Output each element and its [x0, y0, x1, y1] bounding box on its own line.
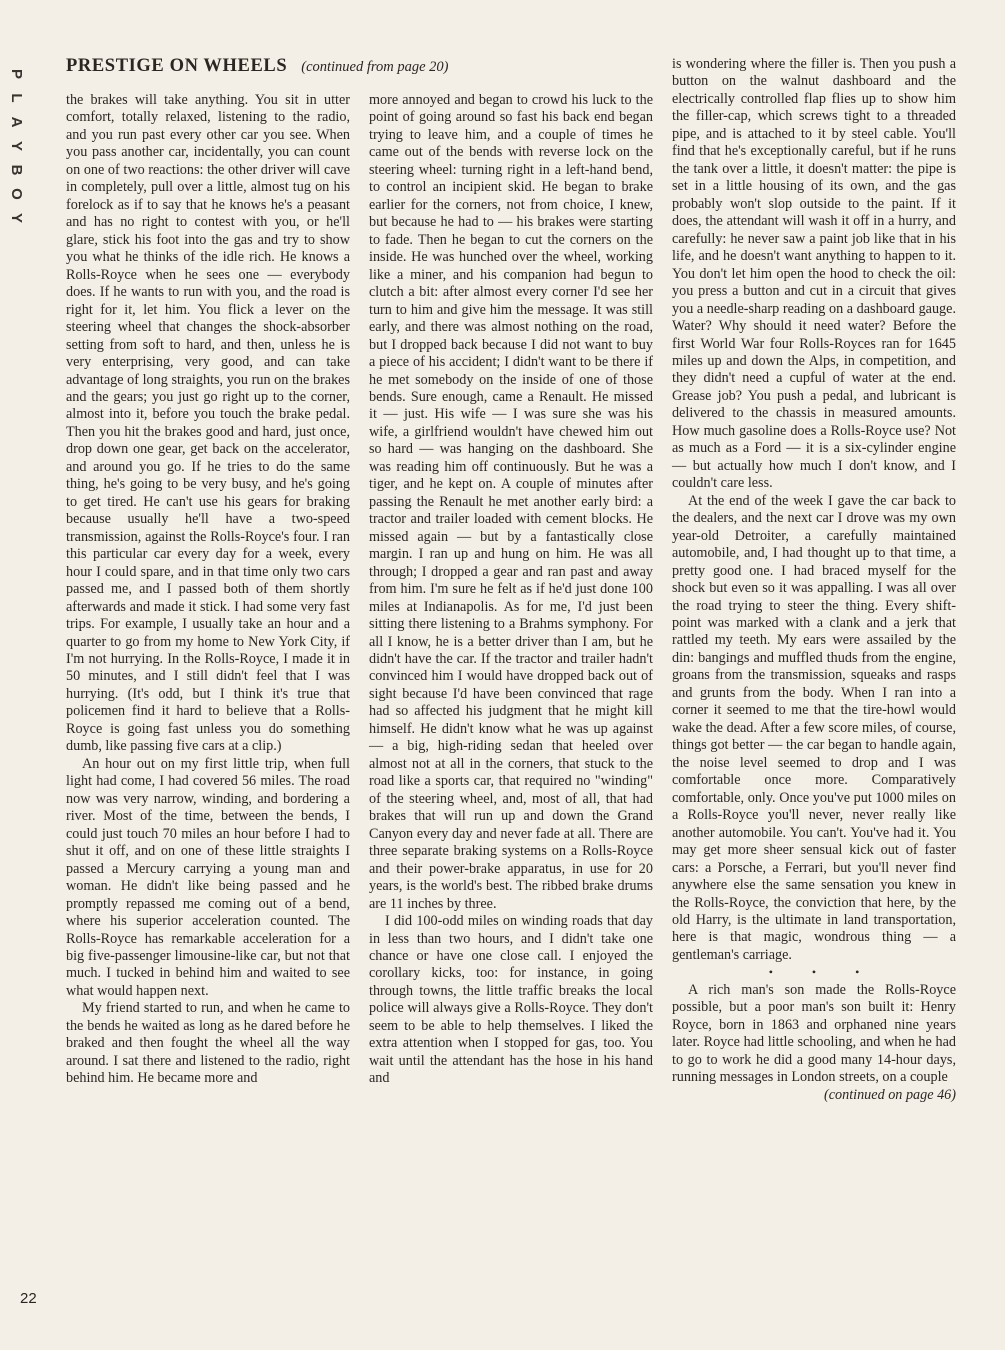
text-column-1	[66, 92, 350, 1088]
article-header	[66, 56, 666, 86]
sidebar-letter: Y	[8, 212, 25, 223]
paragraph: I did 100-odd miles on winding roads that day in less than two hours, and I didn't take one chance or have one close call. I enjoyed the corollary kicks, too: for instance, in going through towns, the little traffic breaks the local police will always give a Rolls-Royce. They don't seem to be able to help themselves. I liked the extra attention when I stopped for gas, too. You wait until the attendant has the hose in his hand and	[369, 913, 653, 1087]
paragraph: My friend started to run, and when he came to the bends he waited as long as he dared before he braked and then fought the wheel all the way around. I sat there and listened to the radio, right behind him. He became more and	[66, 1000, 350, 1087]
sidebar-letter: Y	[8, 140, 25, 151]
continued-from-note: (continued from page 20)	[301, 59, 449, 75]
sidebar-letter: P	[8, 68, 25, 79]
section-break-dots: • • •	[768, 965, 878, 980]
paragraph: An hour out on my first little trip, when full light had come, I had covered 56 miles. The road now was very narrow, winding, and bordering a river. Most of the time, between the bends, I could just touch 70 miles an hour before I had to shut it off, and on one of these little straights I passed a Mercury carrying a young man and woman. He didn't like being passed and he promptly repassed me coming out of a bend, where his superior acceleration counted. The Rolls-Royce has remarkable acceleration for a big five-passenger limousine-like car, but not that much. I tucked in behind him and waited to see what would happen next.	[66, 755, 350, 999]
text-column-2	[369, 92, 653, 1088]
sidebar-letter: L	[8, 93, 25, 103]
continued-on-note: (continued on page 46)	[824, 1086, 956, 1103]
sidebar-letter: A	[8, 116, 25, 128]
sidebar-letter: O	[8, 188, 25, 200]
paragraph: is wondering where the filler is. Then you push a button on the walnut dashboard and the electrically controlled flap flies up to show him the filler-cap, which screws tight to a threaded pipe, and is attached to it by steel cable. You'll find that he's exceptionally careful, but if he runs the tank over a little, it doesn't matter: the pipe is set in a little housing of its own, and the gas probably won't slop outside to the paint. If it does, the attendant will wash it off in a hurry, and carefully: he never saw a paint job like that in his life, and he doesn't want anything to happen to it. You don't let him open the hood to check the oil: you press a button and cut in a circuit that gives you a needle-sharp reading on a dashboard gauge. Water? Why should it need water? Before the first World War four Rolls-Royces ran for 1645 miles up and down the Alps, in competition, and they didn't need a cupful of water at the end. Grease job? You push a pedal, and lubricant is delivered to the chassis in measured amounts. How much gasoline does a Rolls-Royce use? Not as much as a Ford — it is a six-cylinder engine — but actually how much I don't know, and I couldn't care less.	[672, 56, 956, 492]
paragraph: the brakes will take anything. You sit in utter comfort, totally relaxed, listening to the radio, and you run past every other car you see. When you pass another car, incidentally, you can count on one of two reactions: the other driver will cave in completely, pull over a little, almost tug on his forelock as if to say that he knows he's a peasant and has no right to contest with you, or he'll glare, stick his foot into the gas and try to show you what he thinks of the idle rich. He knows a Rolls-Royce when he sees one — everybody does. If he wants to run with you, and the road is right for it, let him. You flick a lever on the steering wheel that changes the shock-absorber setting from soft to hard, and then, unless he is very enterprising, very good, and can take advantage of long straights, you run on the brakes and the gears; you just go right up to the corner, almost into it, before you touch the brake pedal. Then you hit the brakes good and hard, just once, drop down one gear, get back on the accelerator, and around you go. If he tries to do the same thing, he's going to be very busy, and he's going to get tired. He can't use his gears for braking because usually he'll have a two-speed transmission, against the Rolls-Royce's four. I ran this particular car every day for a week, every hour I could spare, and in that time only two cars passed me, and I passed both of them shortly afterwards and made it stick. I had some very fast trips. For example, I usually take an hour and a quarter to go from my home to New York City, if I'm not hurrying. In the Rolls-Royce, I made it in 50 minutes, and I still didn't feel that I was hurrying. (It's odd, but I think it's true that policemen find it hard to believe that a Rolls-Royce is going fast unless you do something dumb, like passing five cars at a clip.)	[66, 92, 350, 755]
paragraph: more annoyed and began to crowd his luck to the point of going around so fast his back end began trying to leave him, and a couple of times he came out of the bends with reverse lock on the steering wheel: turning right in a left-hand bend, to control an incipient skid. He began to brake earlier for the corners, not from choice, I knew, but because he had to — his brakes were starting to fade. Then he began to cut the corners on the inside. He was hunched over the wheel, working like a miner, and his companion had begun to clutch a bit: after almost every corner I'd see her turn to him and give him the message. It was still early, and there was almost nothing on the road, but I dropped back because I did not want to buy a piece of his accident; I didn't want to be there if he met somebody on the inside of one of those bends. Sure enough, came a Renault. He missed it — just. His wife — I was sure she was his wife, a girlfriend wouldn't have chewed him out so hard — was hanging on the dashboard. She was reading him off continuously. But he was a tiger, and he kept on. A couple of minutes after passing the Renault he met another early bird: a tractor and trailer loaded with cement blocks. He missed again — but by a fantastically close margin. I ran up and hung on him. He was all through; I dropped a gear and ran past and away from him. I'm sure he felt as if he'd just done 100 miles at Indianapolis. As for me, I'd just been sitting there listening to a Brahms symphony. For all I know, he is a better driver than I am, but he didn't have the car. If the tractor and trailer hadn't convinced him I would have dropped back out of sight because I'd have been convinced that rage had so affected his judgment that he might kill himself. He didn't know what he was up against — a big, high-riding sedan that heeled over almost not at all in the corners, that stuck to the road like a sports car, that required no "winding" of the steering wheel, and, most of all, that had brakes that will run up and down the Grand Canyon every day and never fade at all. There are three separate braking systems on a Rolls-Royce and their power-brake apparatus, in use for 20 years, is the world's best. The ribbed brake drums are 11 inches by three.	[369, 92, 653, 912]
paragraph: At the end of the week I gave the car back to the dealers, and the next car I drove was my own year-old Detroiter, a carefully maintained automobile, and, I had thought up to that time, a pretty good one. I had braced myself for the shock but even so it was appalling. I was all over the road trying to steer the thing. Every shift-point was marked with a clank and a jerk that rattled my teeth. My ears were assailed by the din: bangings and muffled thuds from the engine, groans from the transmission, squeaks and rasps and grunts from the body. When I ran into a corner it seemed to me that the tire-howl would wake the dead. After a few score miles, of course, things got better — the car began to handle again, the noise level seemed to drop and I was comfortable once more. Comparatively comfortable, only. Once you've put 1000 miles on a Rolls-Royce you'll never, never really like another automobile. You can't. You've had it. You may get more sheer sensual kick out of faster cars: a Porsche, a Ferrari, but you'll never find anywhere else the same sensation you knew in the Rolls-Royce, the conviction that here, by the old Harry, is the ultimate in land transportation, here is that magic, wondrous thing — a gentleman's carriage.	[672, 492, 956, 963]
page-number: 22	[20, 1290, 37, 1307]
text-column-3	[672, 56, 956, 1104]
article-title: PRESTIGE ON WHEELS	[66, 56, 288, 76]
sidebar-letter: B	[8, 164, 25, 176]
magazine-sidebar	[4, 62, 24, 230]
paragraph: A rich man's son made the Rolls-Royce possible, but a poor man's son built it: Henry Royce, born in 1863 and orphaned nine years later. Royce had little schooling, and when he had to go to work he did a good many 14-hour days, running messages in London streets, on a couple	[672, 981, 956, 1086]
